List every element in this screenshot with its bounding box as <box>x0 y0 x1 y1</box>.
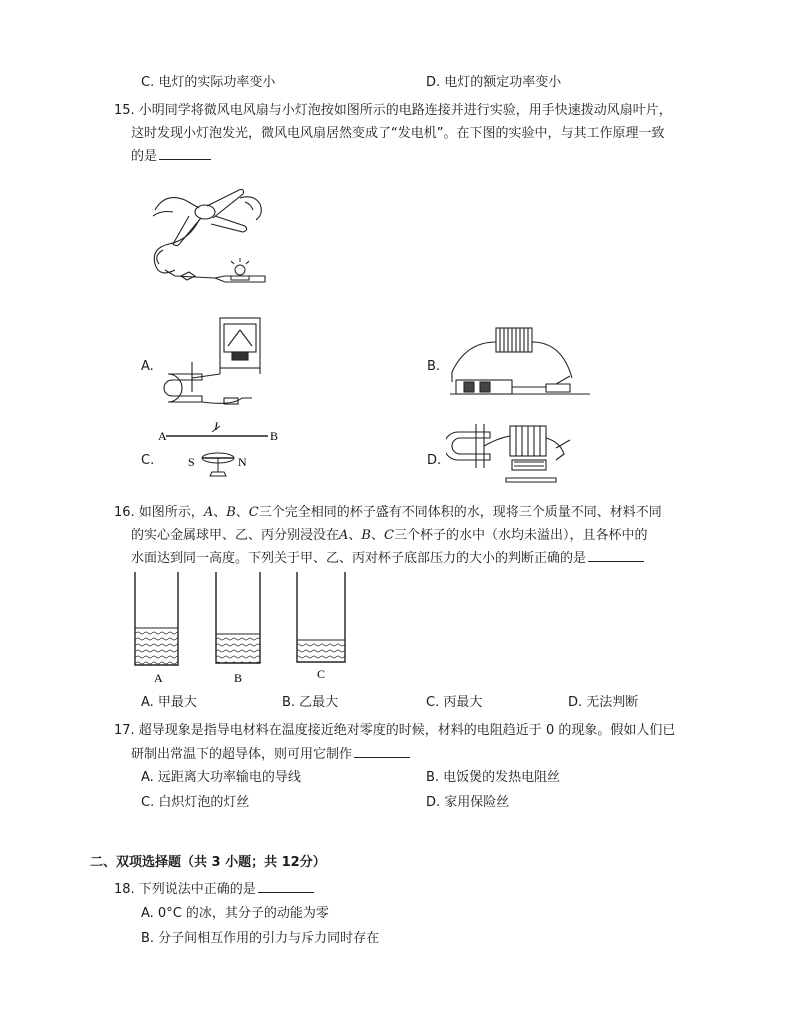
q17-option-d: D. 家用保险丝 <box>426 795 510 810</box>
q16-stem-line2: 的实心金属球甲、乙、丙分别浸没在A、B、C三个杯子的水中（水均未溢出），且各杯中的 <box>131 528 648 543</box>
q16-option-d: D. 无法判断 <box>568 695 639 710</box>
q16-option-c: C. 丙最大 <box>426 695 483 710</box>
q15-stem-line3: 的是 <box>131 147 211 167</box>
current-label: I <box>214 420 218 433</box>
cup-c <box>297 572 345 681</box>
cup-b <box>216 572 260 685</box>
q14-option-c: C. 电灯的实际功率变小 <box>141 75 276 90</box>
q18-stem: 18. 下列说法中正确的是 <box>114 880 314 900</box>
q17-option-a: A. 远距离大功率输电的导线 <box>141 770 301 785</box>
q17-stem-line2: 研制出常温下的超导体，则可用它制作 <box>131 745 410 765</box>
wire-end-a-label: A <box>158 429 167 443</box>
q15-label-c: C. <box>141 453 155 468</box>
galvanometer-magnet-figure <box>158 314 268 412</box>
cup-a-label: A <box>154 671 163 685</box>
cup-a <box>135 572 178 685</box>
three-cups-figure <box>128 570 358 690</box>
cup-c-label: C <box>317 667 326 681</box>
q17-option-c: C. 白炽灯泡的灯丝 <box>141 795 250 810</box>
q15-stem-line1: 15. 小明同学将微风电风扇与小灯泡按如图所示的电路连接并进行实验，用手快速拨动风扇叶片， <box>114 103 672 118</box>
q15-label-d: D. <box>427 453 442 468</box>
q16-stem-line3: 水面达到同一高度。下列关于甲、乙、丙对杯子底部压力的大小的判断正确的是 <box>131 549 644 569</box>
pole-n-label: N <box>238 455 247 469</box>
q17-option-b: B. 电饭煲的发热电阻丝 <box>426 770 561 785</box>
q18-option-b: B. 分子间相互作用的引力与斥力同时存在 <box>141 931 380 946</box>
motor-circuit-figure <box>446 418 576 488</box>
electromagnet-circuit-figure <box>446 324 596 404</box>
answer-blank <box>258 880 314 893</box>
q15-label-b: B. <box>427 359 441 374</box>
cup-b-label: B <box>234 671 243 685</box>
answer-blank <box>588 549 644 562</box>
wire-end-b-label: B <box>270 429 279 443</box>
q16-option-a: A. 甲最大 <box>141 695 197 710</box>
section-2-title: 二、双项选择题（共 3 小题；共 12分） <box>90 855 326 870</box>
oersted-needle-figure <box>158 420 283 482</box>
q18-option-a: A. 0°C 的冰，其分子的动能为零 <box>141 906 329 921</box>
answer-blank <box>354 745 410 758</box>
q15-stem-line2: 这时发现小灯泡发光，微风电风扇居然变成了“发电机”。在下图的实验中，与其工作原理一致 <box>131 126 665 141</box>
q16-option-b: B. 乙最大 <box>282 695 339 710</box>
pole-s-label: S <box>188 455 195 469</box>
fan-generator-figure <box>145 180 275 300</box>
q14-option-d: D. 电灯的额定功率变小 <box>426 75 562 90</box>
q16-stem-line1: 16. 如图所示，A、B、C三个完全相同的杯子盛有不同体积的水，现将三个质量不同、材料不同 <box>114 505 662 520</box>
q17-stem-line1: 17. 超导现象是指导电材料在温度接近绝对零度的时候，材料的电阻趋近于 0 的现象。假如人们已 <box>114 723 676 738</box>
answer-blank <box>159 147 211 160</box>
q15-label-a: A. <box>141 359 154 374</box>
